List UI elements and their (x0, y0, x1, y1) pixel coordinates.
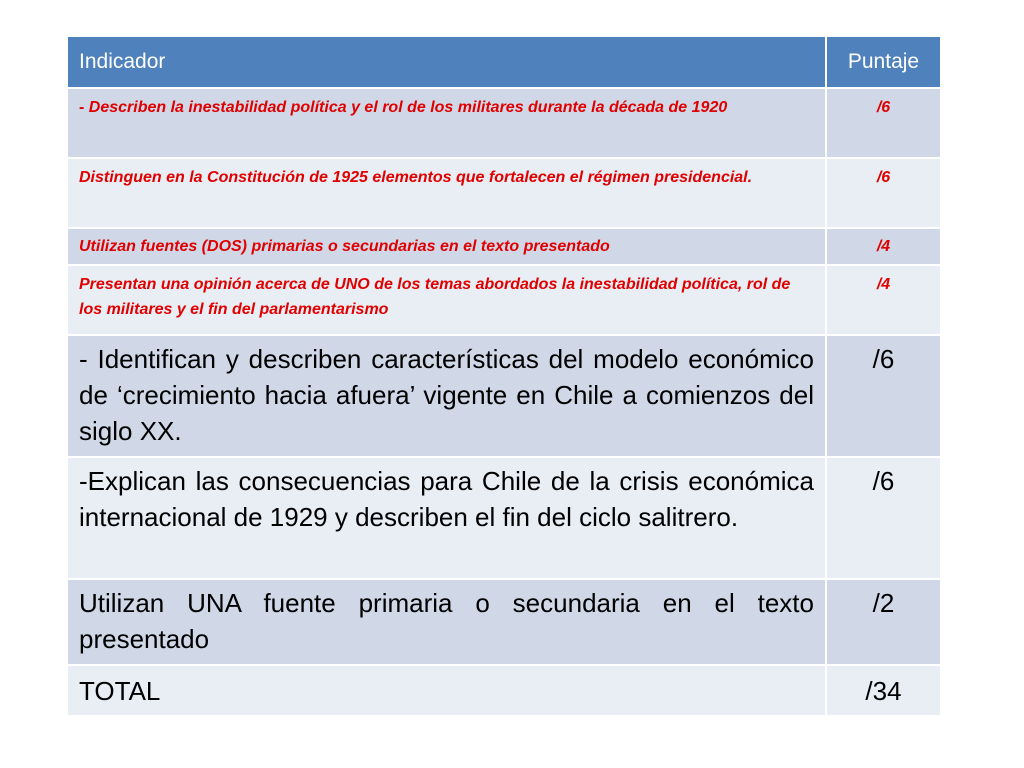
table-row (68, 265, 940, 335)
total-score: /34 (826, 665, 940, 716)
header-score: Puntaje (826, 37, 940, 88)
table-row (68, 228, 940, 265)
total-row (68, 665, 940, 716)
table-row (68, 335, 940, 457)
indicator-cell: Utilizan fuentes (DOS) primarias o secundarias en el texto presentado (68, 228, 826, 265)
table-row (68, 158, 940, 228)
total-label: TOTAL (68, 665, 826, 716)
score-cell: /6 (826, 335, 940, 457)
table-row (68, 579, 940, 665)
header-indicator: Indicador (68, 37, 826, 88)
indicator-cell: Distinguen en la Constitución de 1925 elementos que fortalecen el régimen presidencial. (68, 158, 826, 228)
score-cell: /6 (826, 457, 940, 579)
score-cell: /6 (826, 88, 940, 158)
table-row (68, 88, 940, 158)
score-cell: /4 (826, 228, 940, 265)
indicator-cell: Utilizan UNA fuente primaria o secundaria en el texto presentado (68, 579, 826, 665)
indicator-cell: - Describen la inestabilidad política y el rol de los militares durante la década de 1920 (68, 88, 826, 158)
table-row (68, 457, 940, 579)
indicator-cell: -Explican las consecuencias para Chile de la crisis económica internacional de 1929 y describen el fin del ciclo salitrero. (68, 457, 826, 579)
score-cell: /6 (826, 158, 940, 228)
indicator-cell: Presentan una opinión acerca de UNO de los temas abordados la inestabilidad política, rol de los militares y el fin del parlamentarismo (68, 265, 826, 335)
indicator-cell: - Identifican y describen características del modelo económico de ‘crecimiento hacia afuera’ vigente en Chile a comienzos del siglo XX. (68, 335, 826, 457)
rubric-table (68, 37, 940, 717)
score-cell: /2 (826, 579, 940, 665)
table-header-row (68, 37, 940, 88)
score-cell: /4 (826, 265, 940, 335)
